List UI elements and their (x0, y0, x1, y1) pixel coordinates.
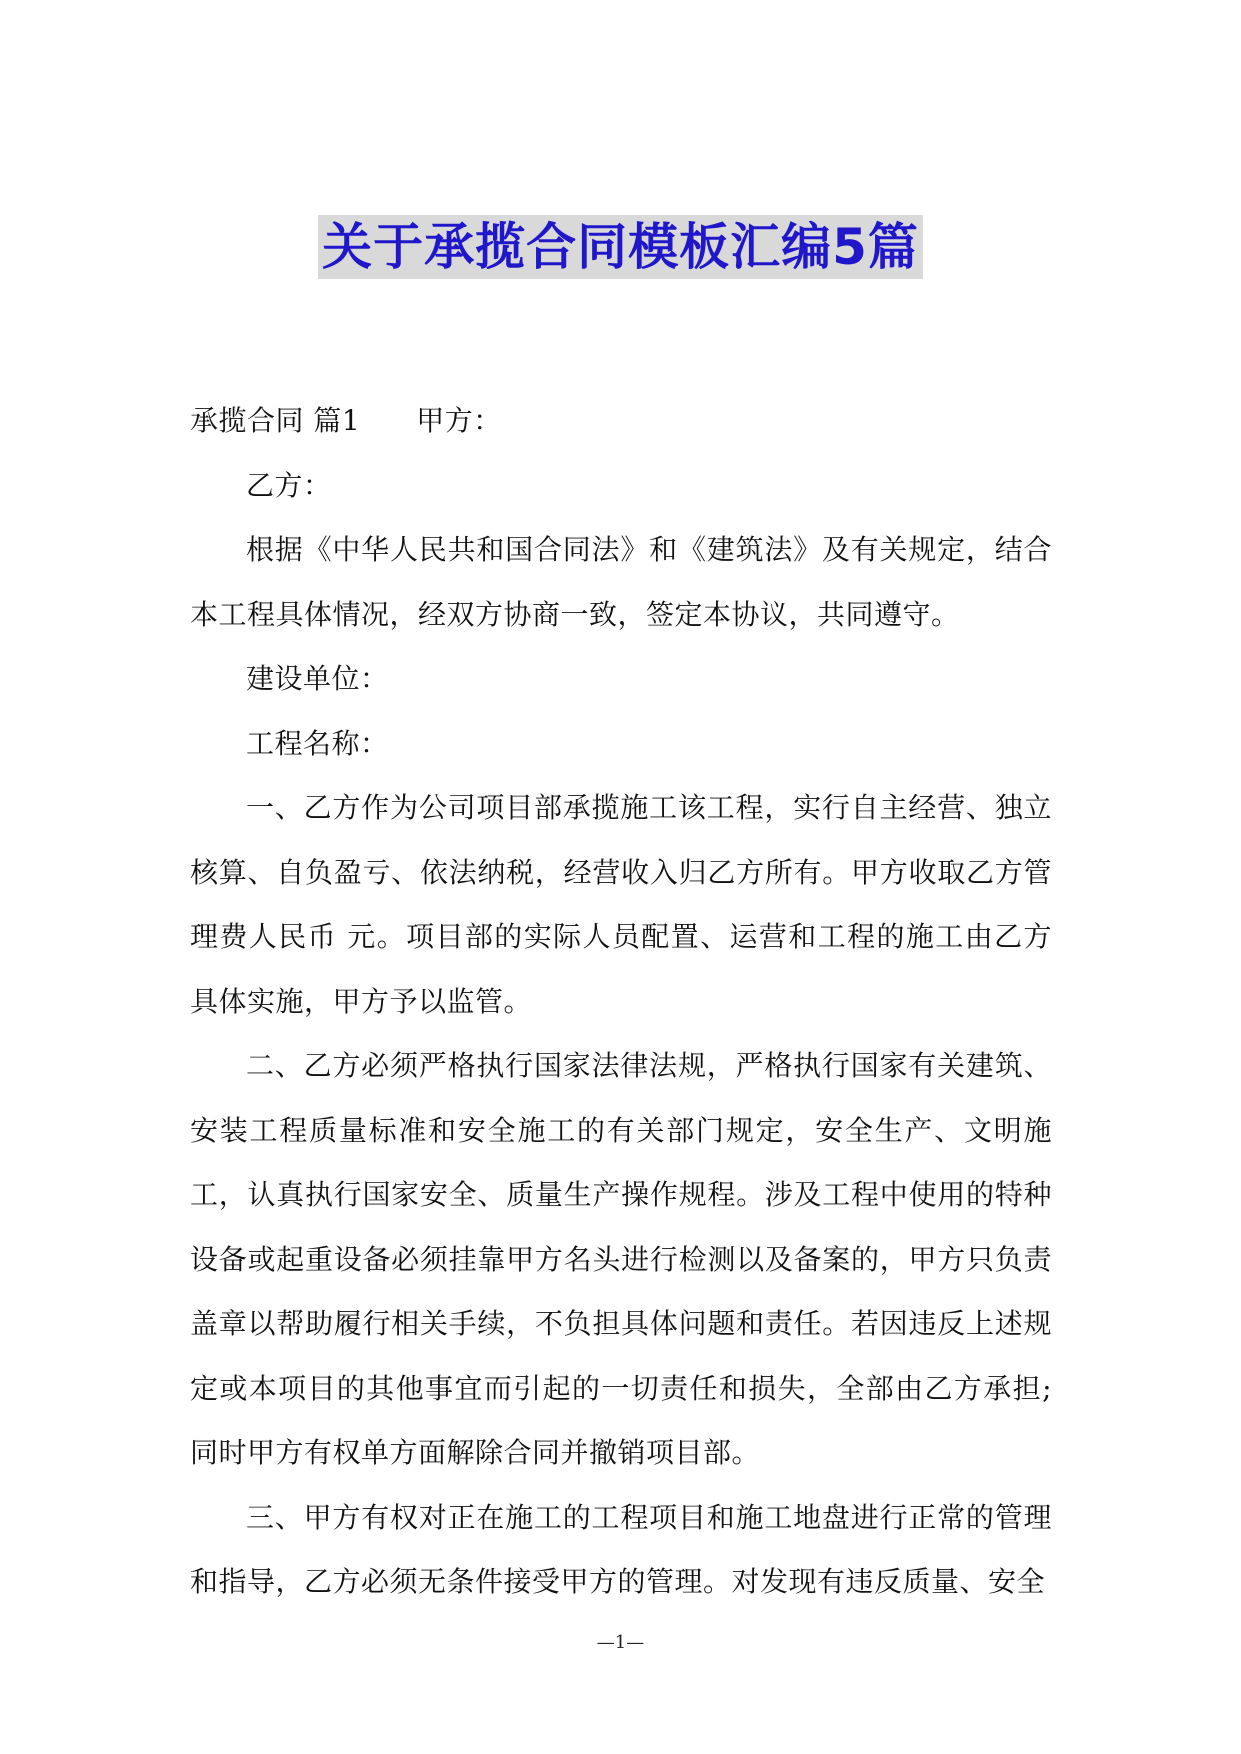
paragraph-preamble: 根据《中华人民共和国合同法》和《建筑法》及有关规定，结合本工程具体情况，经双方协商一致，签定本协议，共同遵守。 (190, 533, 1052, 631)
section-heading-line (190, 389, 1052, 454)
paragraph-clause-3: 三、甲方有权对正在施工的工程项目和施工地盘进行正常的管理和指导，乙方必须无条件接受甲方的管理。对发现有违反质量、安全 (190, 1500, 1052, 1598)
paragraph-clause-1: 一、乙方作为公司项目部承揽施工该工程，实行自主经营、独立核算、自负盈亏、依法纳税，经营收入归乙方所有。甲方收取乙方管理费人民币 元。项目部的实际人员配置、运营和工程的施工由乙方具体实施，甲方予以监管。 (190, 791, 1052, 1018)
paragraph-construction-unit: 建设单位： (246, 662, 389, 695)
document-body (190, 389, 1052, 1615)
paragraph-party-b: 乙方： (246, 468, 332, 502)
section-heading: 承揽合同 篇1 (190, 404, 361, 437)
paragraph-project-name: 工程名称： (246, 726, 389, 760)
paragraph-clause-2: 二、乙方必须严格执行国家法律法规，严格执行国家有关建筑、安装工程质量标准和安全施工的有关部门规定，安全生产、文明施工，认真执行国家安全、质量生产操作规程。涉及工程中使用的特种设备或起重设备必须挂靠甲方名头进行检测以及备案的，甲方只负责盖章以帮助履行相关手续，不负担具体问题和责任。若因违反上述规定或本项目的其他事宜而引起的一切责任和损失，全部由乙方承担;同时甲方有权单方面解除合同并撤销项目部。 (190, 1049, 1052, 1469)
document-title: 关于承揽合同模板汇编5篇 (318, 215, 923, 279)
page-number: —1— (596, 1632, 645, 1653)
party-a-label: 甲方： (416, 404, 502, 437)
title-container (0, 215, 1241, 279)
